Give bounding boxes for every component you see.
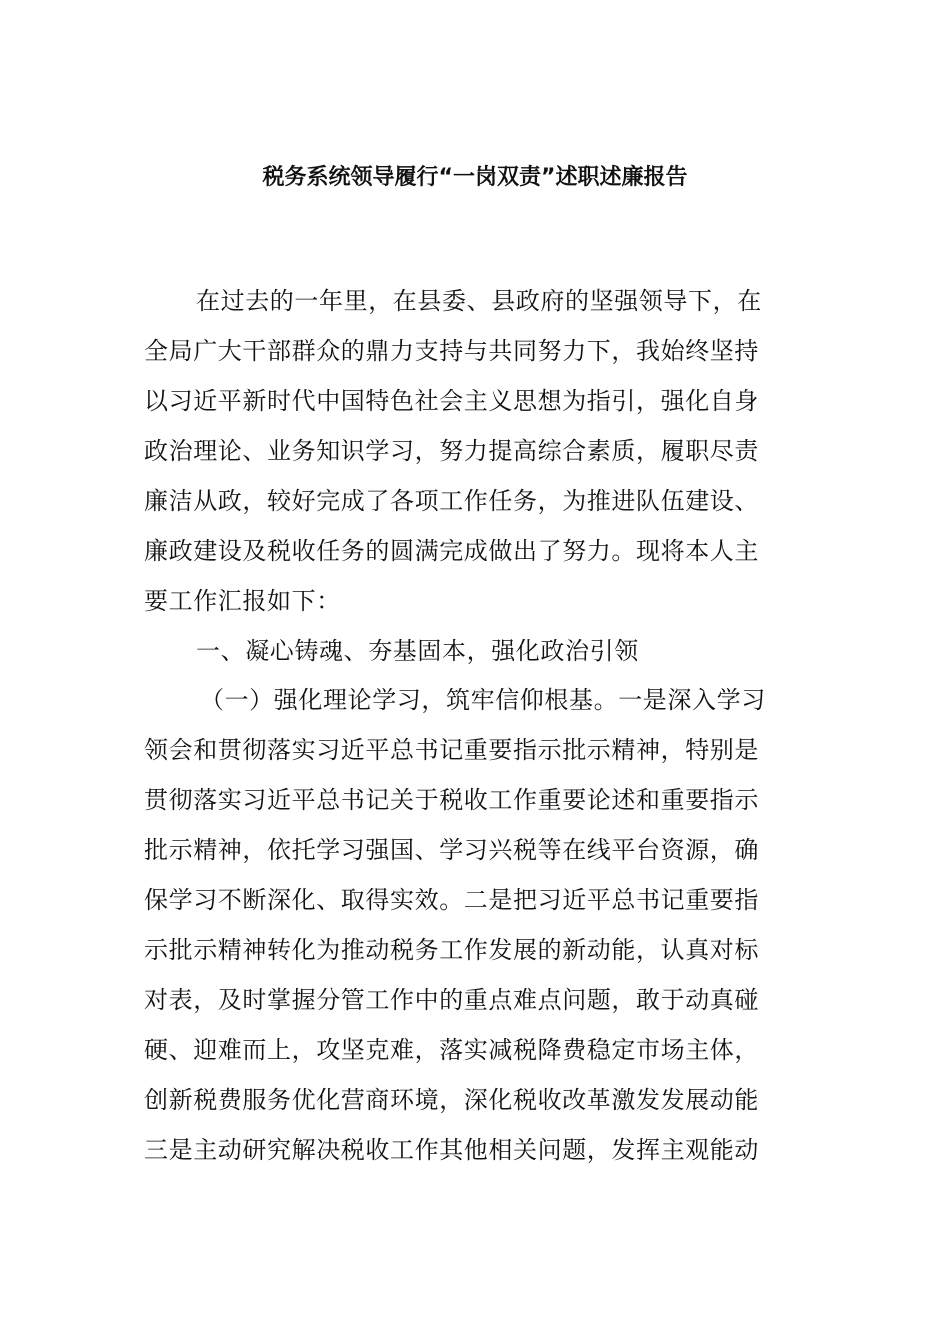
document-title: 税务系统领导履行“一岗双责”述职述廉报告 — [262, 165, 688, 190]
paragraph-line: 廉政建设及税收任务的圆满完成做出了努力。现将本人主 — [144, 537, 759, 565]
paragraph-line: 贯彻落实习近平总书记关于税收工作重要论述和重要指示 — [144, 786, 759, 814]
paragraph-line: 领会和贯彻落实习近平总书记重要指示批示精神，特别是 — [144, 736, 759, 764]
paragraph-line: 对表，及时掌握分管工作中的重点难点问题，敢于动真碰 — [144, 986, 759, 1014]
paragraph-line: 要工作汇报如下： — [144, 587, 341, 615]
paragraph-line: （一）强化理论学习，筑牢信仰根基。一是深入学习 — [200, 686, 766, 714]
paragraph-line: 保学习不断深化、取得实效。二是把习近平总书记重要指 — [144, 886, 759, 914]
paragraph-line: 示批示精神转化为推动税务工作发展的新动能，认真对标 — [144, 936, 759, 964]
section-heading: 一、凝心铸魂、夯基固本，强化政治引领 — [196, 637, 639, 665]
paragraph-line: 廉洁从政，较好完成了各项工作任务，为推进队伍建设、 — [144, 487, 759, 515]
paragraph-line: 批示精神，依托学习强国、学习兴税等在线平台资源，确 — [144, 836, 759, 864]
paragraph-line: 政治理论、业务知识学习，努力提高综合素质，履职尽责 — [144, 437, 759, 465]
paragraph-line: 创新税费服务优化营商环境，深化税收改革激发发展动能 — [144, 1086, 759, 1114]
paragraph-line: 三是主动研究解决税收工作其他相关问题，发挥主观能动 — [144, 1136, 759, 1164]
paragraph-line: 硬、迎难而上，攻坚克难，落实减税降费稳定市场主体， — [144, 1036, 759, 1064]
paragraph-line: 在过去的一年里，在县委、县政府的坚强领导下，在 — [196, 287, 762, 315]
paragraph-line: 全局广大干部群众的鼎力支持与共同努力下，我始终坚持 — [144, 337, 759, 365]
paragraph-line: 以习近平新时代中国特色社会主义思想为指引，强化自身 — [144, 387, 759, 415]
